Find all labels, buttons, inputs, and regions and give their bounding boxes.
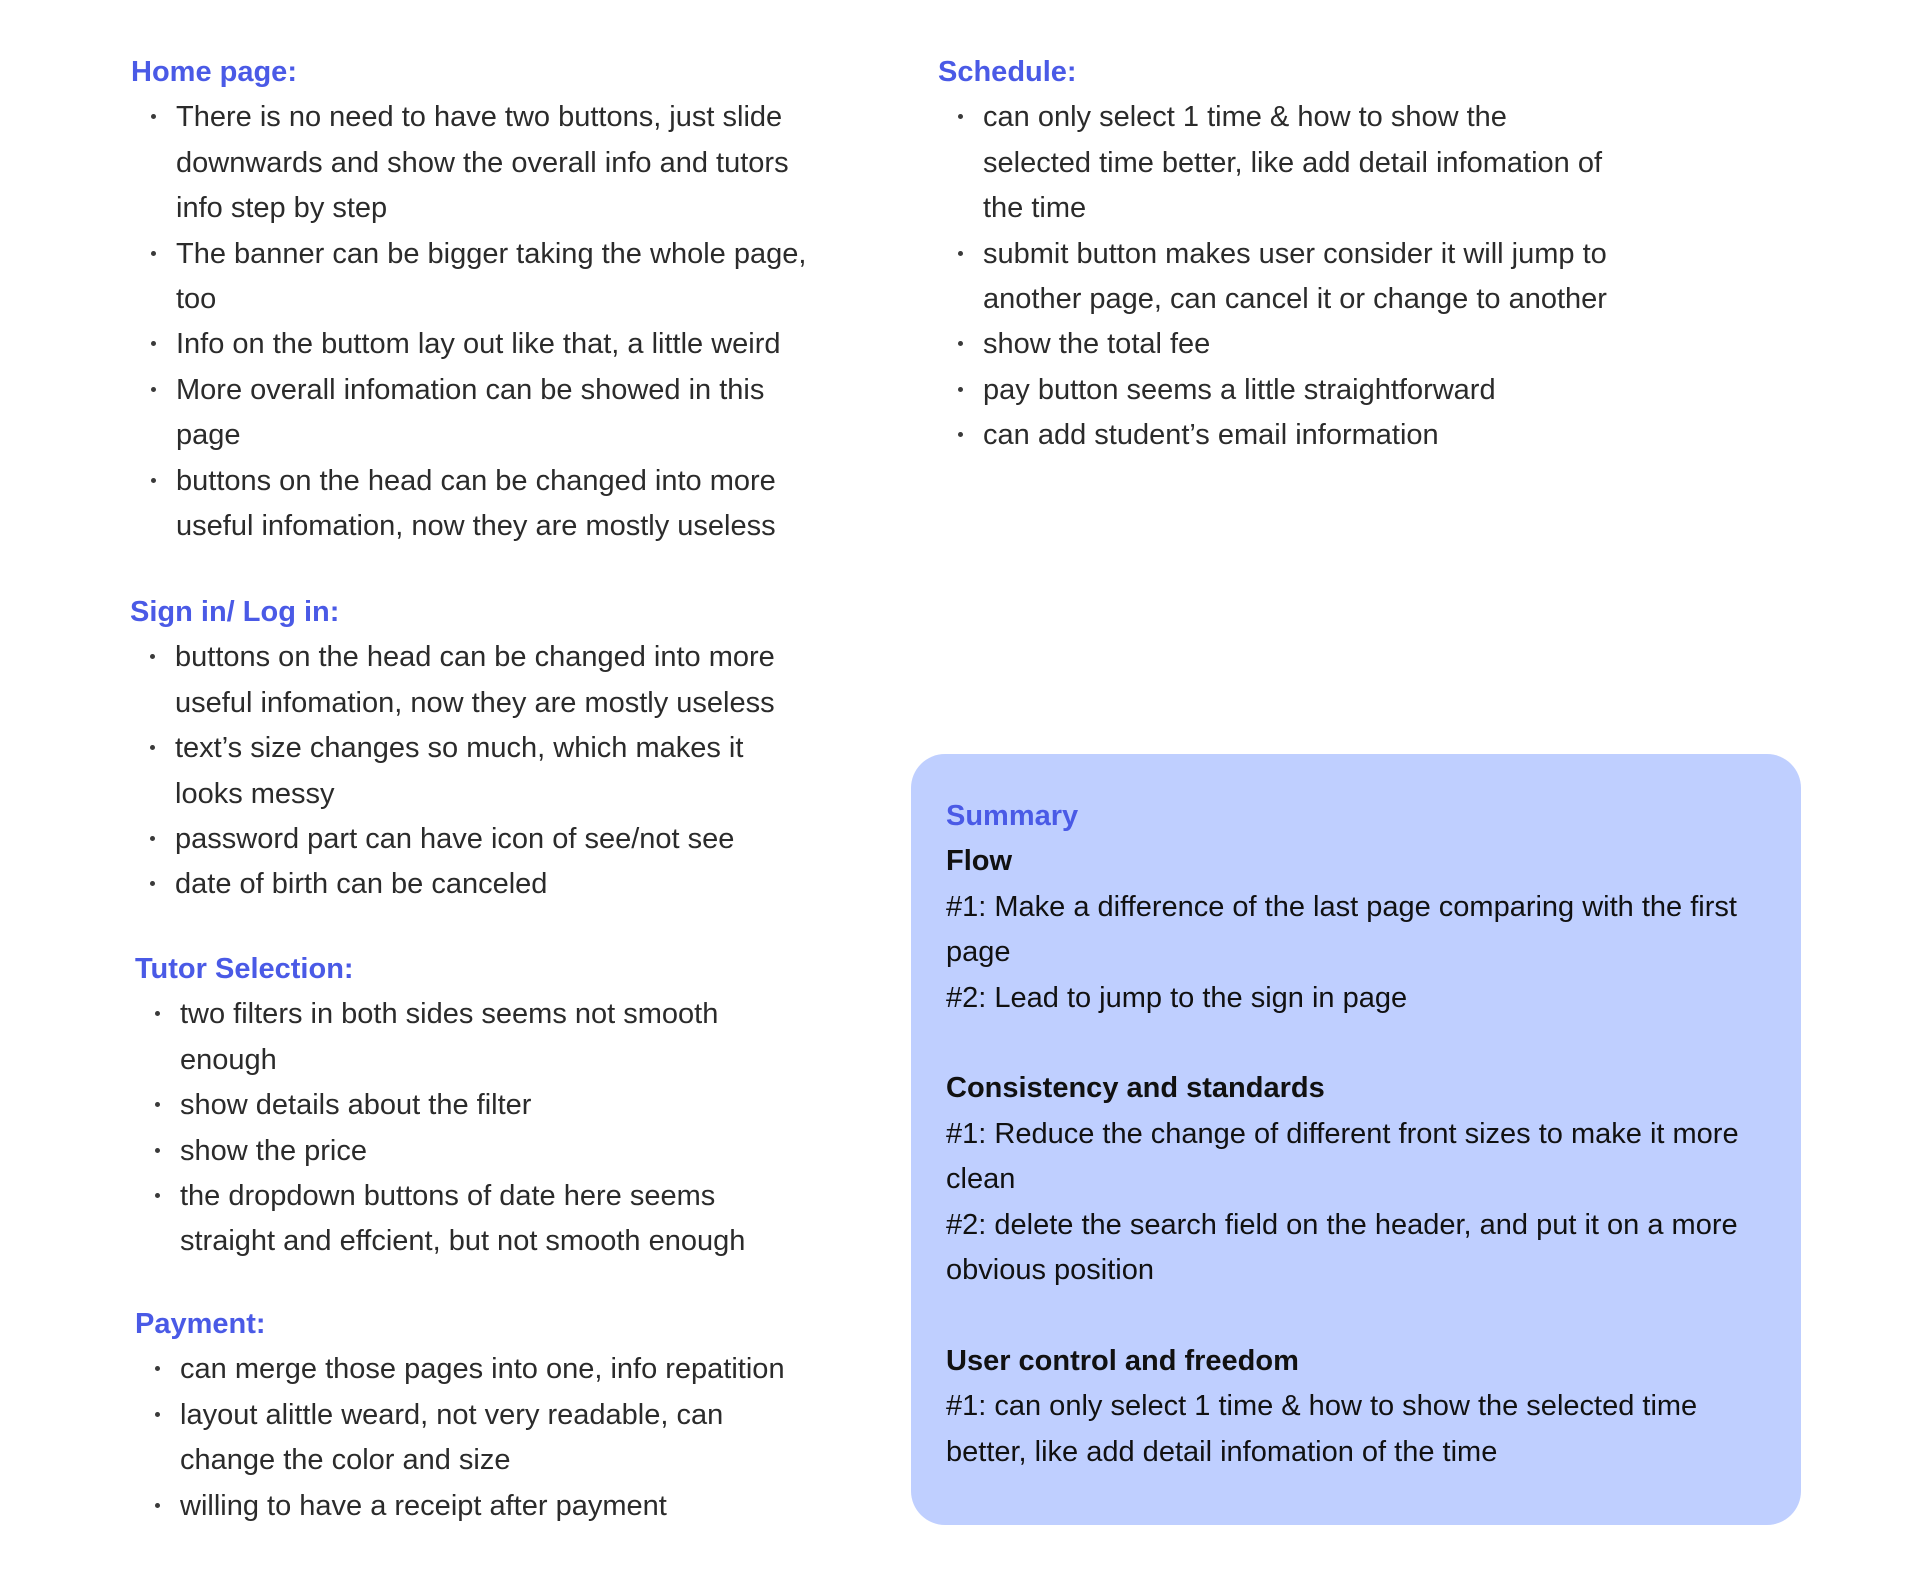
section-heading: Sign in/ Log in: [130, 596, 340, 628]
summary-line: #1: Reduce the change of different front sizes to make it more clean [946, 1117, 1739, 1196]
bullet-list [938, 95, 1618, 458]
section-heading: Payment: [135, 1308, 266, 1340]
summary-title: Summary [946, 800, 1079, 832]
list-item: show the price [135, 1129, 775, 1174]
list-item: willing to have a receipt after payment [135, 1484, 815, 1529]
list-item: More overall infomation can be showed in this page [131, 368, 811, 459]
section-tutor-selection [135, 947, 775, 1265]
summary-category: User control and freedom [946, 1344, 1299, 1377]
summary-category: Flow [946, 845, 1013, 878]
section-home-page [131, 50, 811, 549]
list-item: show details about the filter [135, 1083, 775, 1128]
list-item: show the total fee [938, 322, 1618, 367]
bullet-list [131, 95, 811, 549]
section-heading: Home page: [131, 56, 297, 88]
list-item: submit button makes user consider it will jump to another page, can cancel it or change to another [938, 232, 1618, 323]
list-item: Info on the buttom lay out like that, a little weird [131, 322, 811, 367]
section-heading: Schedule: [938, 56, 1077, 88]
list-item: can merge those pages into one, info repatition [135, 1347, 815, 1392]
list-item: can only select 1 time & how to show the selected time better, like add detail infomation of the time [938, 95, 1618, 231]
summary-content [946, 794, 1776, 1475]
bullet-list [135, 1347, 815, 1529]
summary-category: Consistency and standards [946, 1072, 1325, 1105]
section-heading: Tutor Selection: [135, 953, 354, 985]
section-payment [135, 1302, 815, 1529]
list-item: layout alittle weard, not very readable, can change the color and size [135, 1393, 815, 1484]
section-sign-in [130, 590, 810, 908]
list-item: two filters in both sides seems not smooth enough [135, 992, 775, 1083]
list-item: buttons on the head can be changed into more useful infomation, now they are mostly useless [131, 459, 811, 550]
list-item: There is no need to have two buttons, just slide downwards and show the overall info and tutors info step by step [131, 95, 811, 231]
bullet-list [130, 635, 810, 907]
list-item: buttons on the head can be changed into more useful infomation, now they are mostly useless [130, 635, 810, 726]
list-item: text’s size changes so much, which makes it looks messy [130, 726, 810, 817]
summary-group-user-control [946, 1339, 1776, 1475]
list-item: pay button seems a little straightforward [938, 368, 1618, 413]
summary-line: #2: delete the search field on the header, and put it on a more obvious position [946, 1208, 1738, 1287]
list-item: date of birth can be canceled [130, 862, 810, 907]
summary-line: #1: Make a difference of the last page comparing with the first page [946, 890, 1737, 969]
summary-group-flow [946, 839, 1776, 1021]
list-item: can add student’s email information [938, 413, 1618, 458]
summary-line: #2: Lead to jump to the sign in page [946, 981, 1408, 1014]
summary-group-consistency [946, 1066, 1776, 1293]
summary-card [911, 754, 1801, 1525]
summary-line: #1: can only select 1 time & how to show the selected time better, like add detail infomation of the time [946, 1390, 1698, 1468]
list-item: the dropdown buttons of date here seems straight and effcient, but not smooth enough [135, 1174, 775, 1265]
section-schedule [938, 50, 1618, 459]
bullet-list [135, 992, 775, 1264]
list-item: password part can have icon of see/not see [130, 817, 810, 862]
list-item: The banner can be bigger taking the whole page, too [131, 232, 811, 323]
